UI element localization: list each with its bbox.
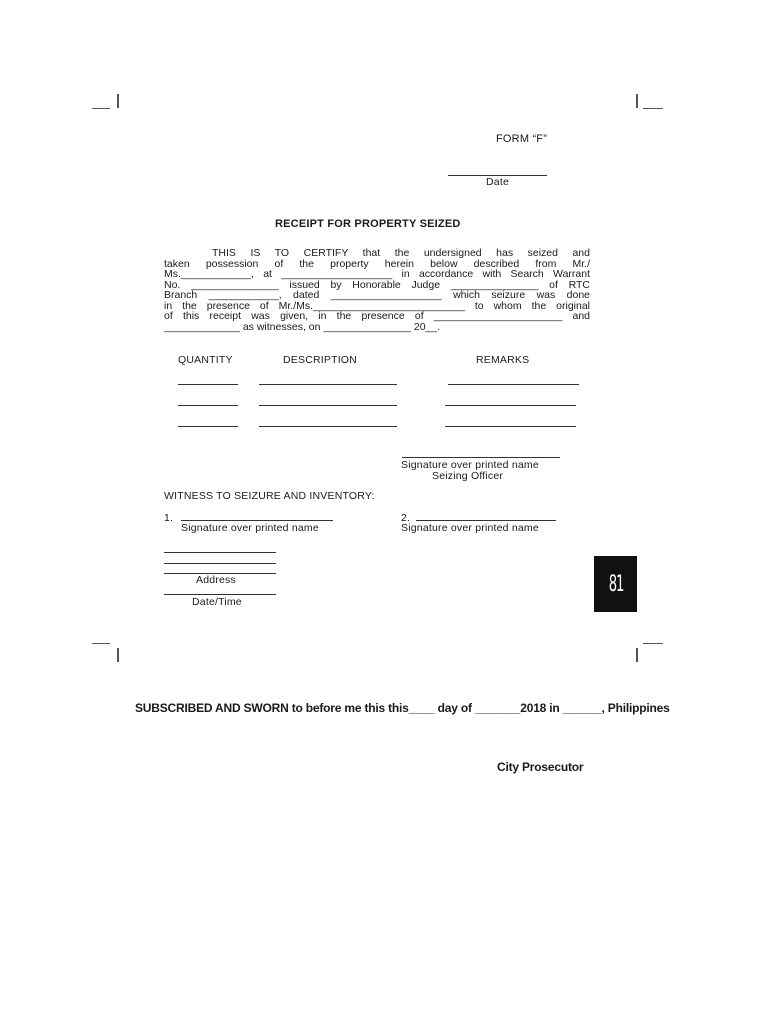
crop-mark-bottom-left-h	[92, 643, 110, 644]
crop-mark-bottom-left-v	[117, 648, 119, 662]
date-label: Date	[486, 176, 509, 188]
certification-line: in the presence of Mr./Ms.__________________________ to whom the original	[164, 299, 590, 312]
city-prosecutor-label: City Prosecutor	[497, 760, 584, 774]
witness-2-number: 2.	[401, 512, 411, 524]
address-line	[164, 563, 276, 564]
page-number-badge: 81	[594, 556, 637, 612]
description-line	[259, 405, 397, 406]
description-line	[259, 384, 397, 385]
description-line	[259, 426, 397, 427]
crop-mark-top-left-v	[117, 94, 119, 108]
crop-mark-top-right-h	[643, 108, 663, 109]
crop-mark-top-right-v	[636, 94, 638, 108]
officer-title: Seizing Officer	[432, 470, 504, 482]
certification-line: of this receipt was given, in the presence of ______________________ and	[164, 310, 590, 322]
crop-mark-bottom-right-h	[643, 643, 663, 644]
witness-2-label: Signature over printed name	[401, 522, 539, 534]
certification-line: Ms.____________, at ___________________ in accordance with Search Warrant	[164, 268, 590, 280]
witness-1-number: 1.	[164, 512, 174, 524]
certification-line: _____________ as witnesses, on _______________ 20__.	[164, 320, 441, 333]
certification-paragraph	[164, 248, 590, 332]
crop-mark-bottom-right-v	[636, 648, 638, 662]
address-line	[164, 552, 276, 553]
certification-line: THIS IS TO CERTIFY that the undersigned has seized and	[212, 247, 590, 259]
column-quantity: QUANTITY	[178, 354, 233, 366]
crop-mark-top-left-h	[92, 108, 110, 109]
witness-1-signature-line	[181, 520, 333, 521]
witness-2-signature-line	[416, 520, 556, 521]
remarks-line	[445, 405, 576, 406]
address-label: Address	[196, 574, 236, 586]
witness-1-label: Signature over printed name	[181, 522, 319, 534]
quantity-line	[178, 405, 238, 406]
form-title: RECEIPT FOR PROPERTY SEIZED	[275, 218, 461, 230]
witness-heading: WITNESS TO SEIZURE AND INVENTORY:	[164, 490, 375, 502]
certification-line: taken possession of the property herein below described from Mr./	[164, 257, 590, 270]
certification-line: Branch ____________, dated ___________________ which seizure was done	[164, 289, 590, 301]
remarks-line	[448, 384, 579, 385]
oath-text: SUBSCRIBED AND SWORN to before me this this____ day of _______2018 in ______, Philippines	[135, 701, 670, 715]
quantity-line	[178, 426, 238, 427]
datetime-line	[164, 594, 276, 595]
officer-signature-label: Signature over printed name	[401, 459, 539, 471]
column-description: DESCRIPTION	[283, 354, 357, 366]
remarks-line	[445, 426, 576, 427]
form-label: FORM “F”	[496, 133, 548, 145]
column-remarks: REMARKS	[476, 354, 530, 366]
datetime-label: Date/Time	[192, 596, 242, 608]
officer-signature-line	[402, 457, 560, 458]
quantity-line	[178, 384, 238, 385]
certification-line: No. _______________ issued by Honorable Judge _______________ of RTC	[164, 278, 590, 291]
